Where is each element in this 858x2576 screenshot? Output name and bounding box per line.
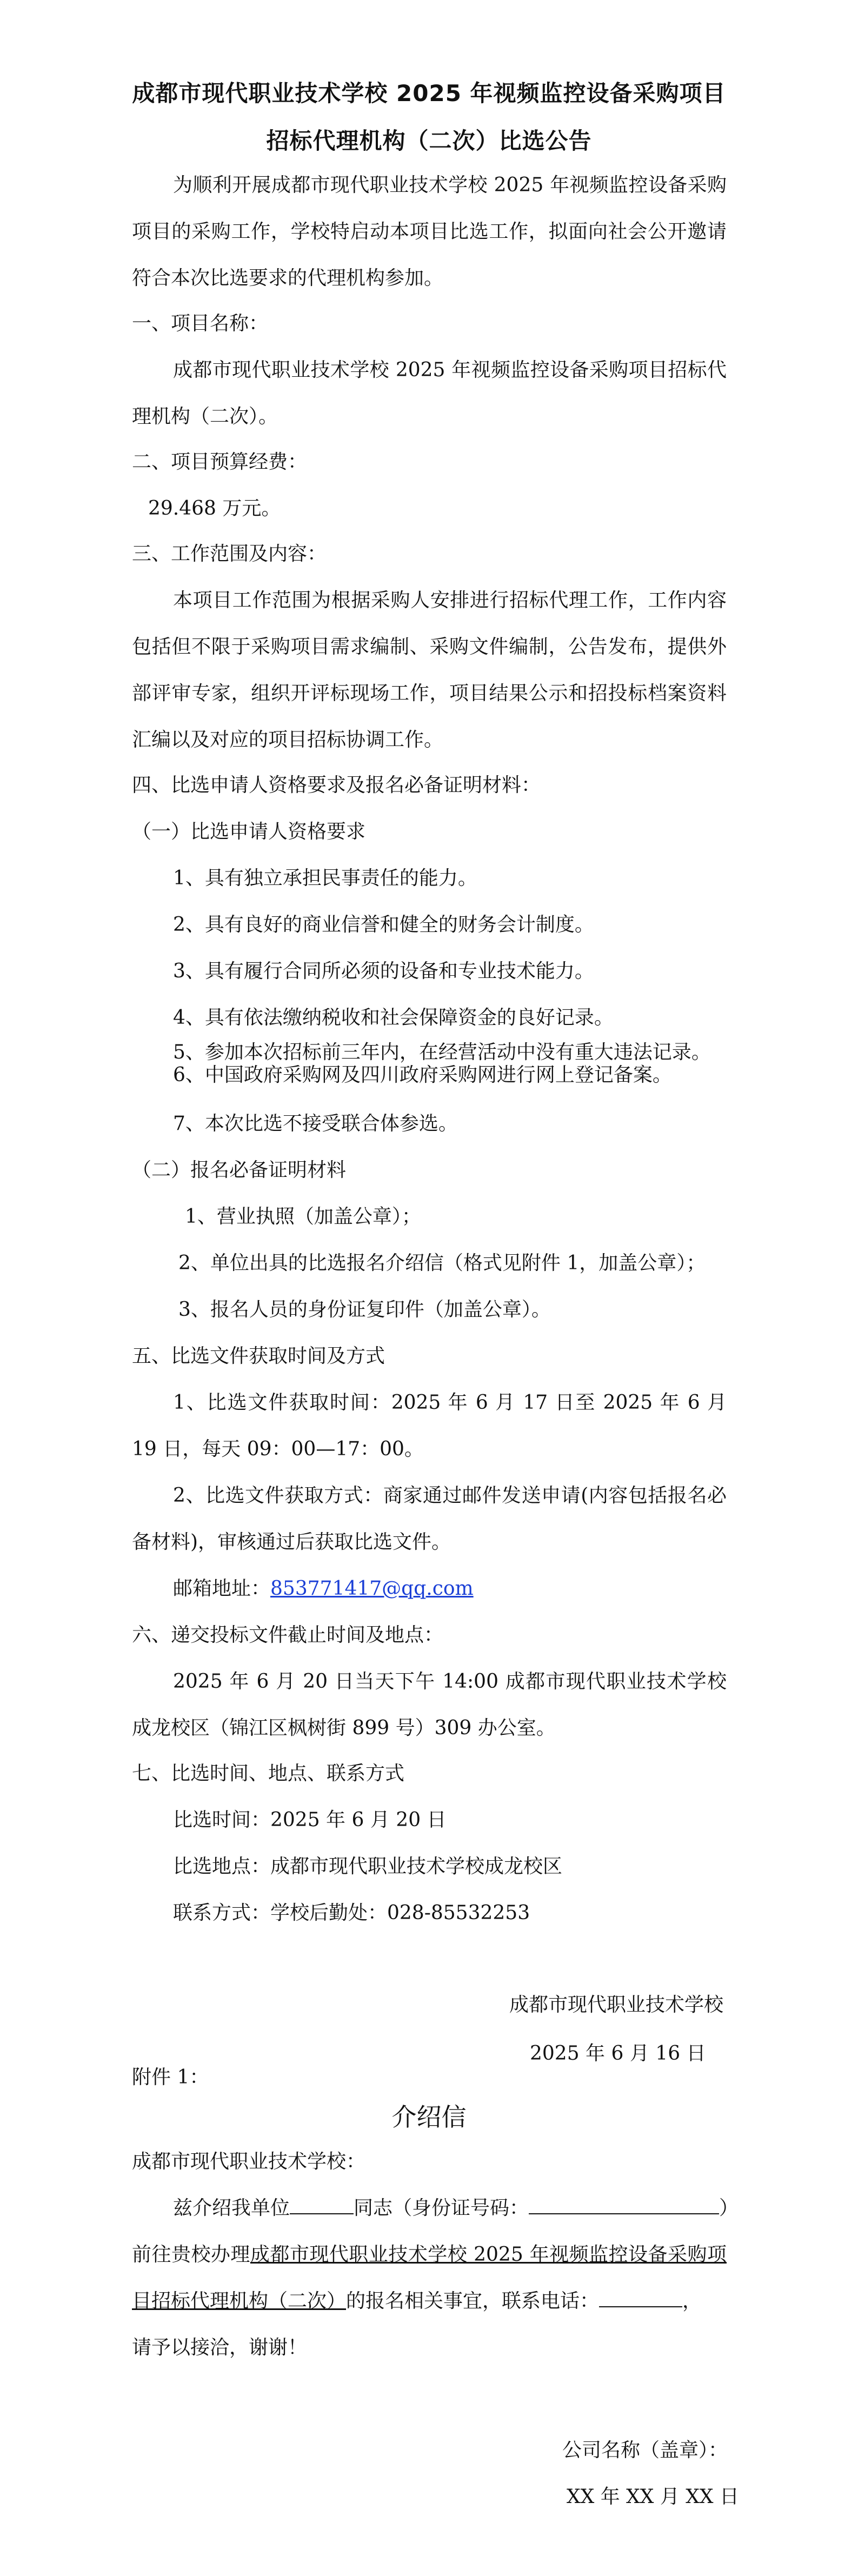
qualification-item: 6、中国政府采购网及四川政府采购网进行网上登记备案。: [173, 1064, 672, 1086]
letter-closing: 请予以接洽，谢谢！: [132, 2337, 308, 2359]
id-number-blank: [529, 2195, 719, 2214]
letter-line1-b: 同志（身份证号码：: [354, 2197, 529, 2219]
section6-heading: 六、递交投标文件截止时间及地点：: [132, 1624, 444, 1646]
letter-addressee: 成都市现代职业技术学校：: [132, 2151, 366, 2173]
email-label: 邮箱地址：: [173, 1577, 271, 1600]
document-title-line2: 招标代理机构（二次）比选公告: [266, 128, 592, 154]
section5-method: 2、比选文件获取方式：商家通过邮件发送申请(内容包括报名必备材料)，审核通过后获取比选文件。: [132, 1485, 727, 1553]
section3-heading: 三、工作范围及内容：: [132, 543, 327, 565]
qualification-item: 4、具有依法缴纳税收和社会保障资金的良好记录。: [173, 1007, 614, 1029]
email-link[interactable]: 853771417@qq.com: [270, 1577, 474, 1600]
document-title-line1: 成都市现代职业技术学校 2025 年视频监控设备采购项目: [132, 80, 726, 106]
selection-time: 比选时间：2025 年 6 月 20 日: [173, 1809, 447, 1831]
name-blank: [290, 2195, 354, 2214]
selection-contact: 联系方式：学校后勤处：028-85532253: [173, 1902, 530, 1924]
section3-body: 本项目工作范围为根据采购人安排进行招标代理工作，工作内容包括但不限于采购项目需求编制、采购文件编制，公告发布，提供外部评审专家，组织开评标现场工作，项目结果公示和招投标档案资料汇编以及对应的项目招标协调工作。: [132, 589, 727, 751]
section5-heading: 五、比选文件获取时间及方式: [132, 1345, 385, 1367]
material-item: 2、单位出具的比选报名介绍信（格式见附件 1，加盖公章）；: [178, 1252, 706, 1274]
section2-body: 29.468 万元。: [148, 497, 281, 520]
qualification-item: 7、本次比选不接受联合体参选。: [173, 1113, 458, 1135]
letter-line2-b: 的报名相关事宜，联系电话：: [346, 2290, 600, 2312]
section7-heading: 七、比选时间、地点、联系方式: [132, 1762, 405, 1785]
section4-sub1: （一）比选申请人资格要求: [132, 821, 366, 843]
letter-date: XX 年 XX 月 XX 日: [567, 2486, 739, 2508]
letter-line1: [173, 2185, 739, 2232]
letter-project-name: 成都市现代职业技术学校 2025 年视频监控设备采购项目招标代理机构（二次）: [132, 2244, 727, 2312]
letter-line2-c: ，: [682, 2290, 702, 2312]
signature-date: 2025 年 6 月 16 日: [530, 2042, 706, 2065]
section6-body: 2025 年 6 月 20 日当天下午 14:00 成都市现代职业技术学校成龙校区（锦江区枫树街 899 号）309 办公室。: [132, 1670, 727, 1739]
email-line: [173, 1566, 474, 1612]
section2-heading: 二、项目预算经费：: [132, 451, 308, 473]
section4-heading: 四、比选申请人资格要求及报名必备证明材料：: [132, 774, 541, 796]
selection-place: 比选地点：成都市现代职业技术学校成龙校区: [173, 1855, 563, 1878]
letter-company: 公司名称（盖章）：: [562, 2439, 728, 2461]
letter-line1-c: ）: [719, 2197, 739, 2219]
letter-line2: [132, 2232, 727, 2325]
section4-sub2: （二）报名必备证明材料: [132, 1159, 347, 1181]
letter-line1-a: 兹介绍我单位: [173, 2197, 290, 2219]
phone-blank: [599, 2288, 682, 2307]
material-item: 1、营业执照（加盖公章）；: [185, 1206, 421, 1228]
signature-org: 成都市现代职业技术学校: [509, 1994, 724, 2016]
material-item: 3、报名人员的身份证复印件（加盖公章）。: [178, 1299, 551, 1321]
attachment-label: 附件 1：: [132, 2066, 209, 2088]
section1-heading: 一、项目名称：: [132, 312, 269, 335]
qualification-item: 3、具有履行合同所必须的设备和专业技术能力。: [173, 960, 594, 982]
letter-line2-a: 前往贵校办理: [132, 2244, 250, 2266]
section1-body: 成都市现代职业技术学校 2025 年视频监控设备采购项目招标代理机构（二次）。: [132, 359, 727, 428]
section5-time: 1、比选文件获取时间：2025 年 6 月 17 日至 2025 年 6 月 19 日，每天 09：00—17：00。: [132, 1392, 727, 1460]
intro-paragraph: 为顺利开展成都市现代职业技术学校 2025 年视频监控设备采购项目的采购工作，学校特启动本项目比选工作，拟面向社会公开邀请符合本次比选要求的代理机构参加。: [132, 174, 727, 289]
letter-title: 介绍信: [391, 2102, 467, 2132]
qualification-item: 5、参加本次招标前三年内，在经营活动中没有重大违法记录。: [173, 1041, 711, 1063]
qualification-item: 2、具有良好的商业信誉和健全的财务会计制度。: [173, 914, 594, 936]
qualification-item: 1、具有独立承担民事责任的能力。: [173, 867, 477, 889]
